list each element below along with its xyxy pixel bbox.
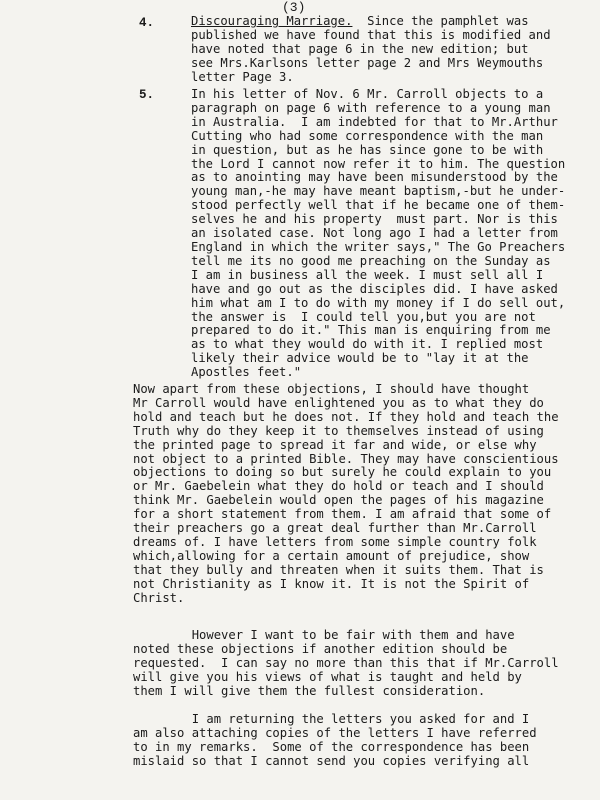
paragraph-returning-letters: I am returning the letters you asked for and I am also attaching copies of the letters I have referred to in my remarks. Some of the correspondence has been mislaid so that I cannot send you copies verifying all — [133, 712, 537, 768]
item-5-text: In his letter of Nov. 6 Mr. Carroll objects to a paragraph on page 6 with reference to a young man in Australia. I am indebted for that to Mr.Arthur Cutting who had some correspondence with the man in question, but as he has since gone to be with the Lord I cannot now refer it to him. The question as to anointing may have been misunderstood by the young man,-he may have meant baptism,-but he under- stood perfectly well that if he became one of them- selves he and his property must part. Nor is this an isolated case. Not long ago I had a letter from England in which the writer says," The Go Preachers tell me its no good me preaching on the Sunday as I am in business all the week. I must sell all I have and go out as the disciples did. I have asked him what am I to do with my money if I do sell out, the answer is I could tell you,but you are not prepared to do it." This man is enquiring from me as to what they would do with it. I replied most likely their advice would be to "lay it at the Apostles feet." — [191, 87, 566, 380]
paragraph-fairness: However I want to be fair with them and have noted these objections if another edition should be requested. I can say no more than this that if Mr.Carroll will give you his views of what is taught and held by them I will give them the fullest consideration. — [133, 628, 559, 698]
item-number-5: 5. — [139, 88, 155, 102]
page-number: (3) — [282, 0, 306, 15]
item-4-body: Since the pamphlet was published we have found that this is modified and have noted that page 6 in the new edition; but see Mrs.Karlsons letter page 2 and Mrs Weymouths letter Page 3. — [191, 14, 551, 84]
paragraph-objections: Now apart from these objections, I should have thought Mr Carroll would have enlightened you as to what they do hold and teach but he does not. If they hold and teach the Truth why do they keep it to themselves instead of using the printed page to spread it far and wide, or else why not object to a printed Bible. They may have conscientious objections to doing so but surely he could explain to you or Mr. Gaebelein what they do hold or teach and I should think Mr. Gaebelein would open the pages of his magazine for a short statement from them. I am afraid that some of their preachers go a great deal further than Mr.Carroll dreams of. I have letters from some simple country folk which,allowing for a certain amount of prejudice, show that they bully and threaten when it suits them. That is not Christianity as I know it. It is not the Spirit of Christ. — [133, 382, 559, 605]
item-number-4: 4. — [139, 16, 155, 30]
item-4-text — [191, 15, 581, 85]
item-4-title: Discouraging Marriage. — [191, 14, 353, 28]
